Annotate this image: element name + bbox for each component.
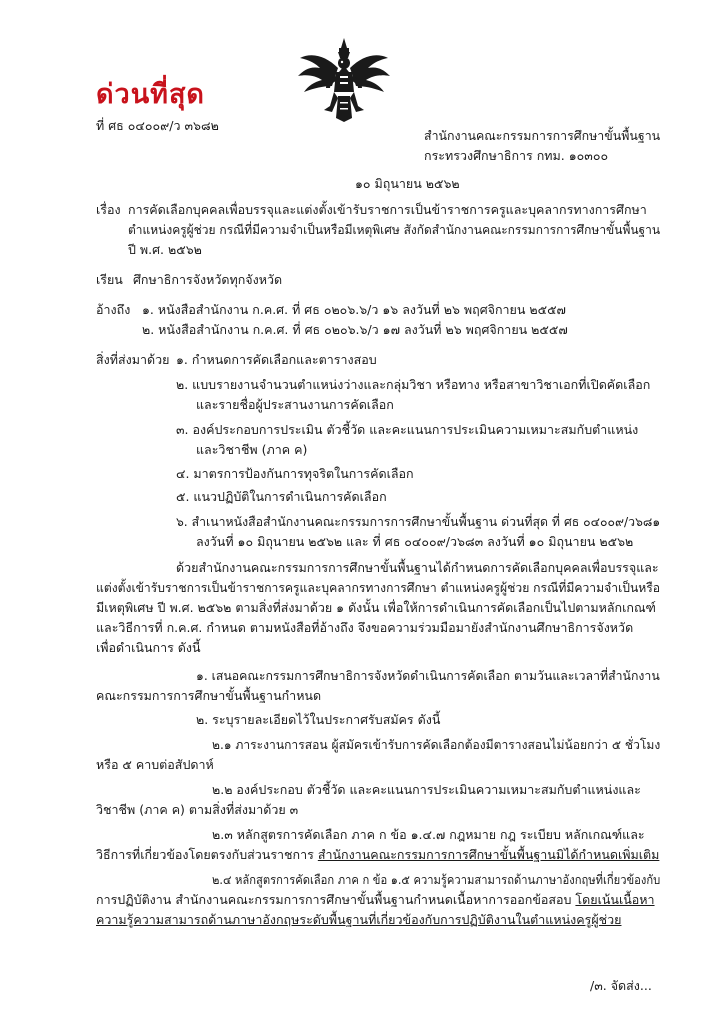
body-line: ๒.๔ หลักสูตรการคัดเลือก ภาค ก ข้อ ๑.๕ ความรู้ความสามารถด้านภาษาอังกฤษที่เกี่ยวข้องกับ	[212, 872, 661, 887]
subject-line: การคัดเลือกบุคคลเพื่อบรรจุและแต่งตั้งเข้ารับราชการเป็นข้าราชการครูและบุคลากรทางการศึกษา	[128, 202, 647, 217]
document-date: ๑๐ มิถุนายน ๒๕๖๒	[355, 176, 460, 191]
underlined-text: ความรู้ความสามารถด้านภาษาอังกฤษระดับพื้นฐานที่เกี่ยวข้องกับการปฏิบัติงานในตำแหน่งครูผู้ช่วย	[96, 912, 622, 927]
body-line: คณะกรรมการการศึกษาขั้นพื้นฐานกำหนด	[96, 688, 322, 703]
body-line: ๒.๑ ภาระงานการสอน ผู้สมัครเข้ารับการคัดเลือกต้องมีตารางสอนไม่น้อยกว่า ๕ ชั่วโมง	[212, 737, 661, 752]
body-text: วิธีการที่เกี่ยวข้องโดยตรงกับส่วนราชการ	[96, 847, 318, 862]
to-label: เรียน	[96, 272, 123, 287]
enclosure-item: ๖. สำเนาหนังสือสำนักงานคณะกรรมการการศึกษาขั้นพื้นฐาน ด่วนที่สุด ที่ ศธ ๐๔๐๐๙/ว๖๘๑	[176, 514, 661, 529]
body-line: ๒.๒ องค์ประกอบ ตัวชี้วัด และคะแนนการประเมินความเหมาะสมกับตำแหน่งและ	[212, 782, 641, 797]
office-name: สำนักงานคณะกรรมการการศึกษาขั้นพื้นฐาน	[424, 128, 661, 143]
enclosure-item: และรายชื่อผู้ประสานงานการคัดเลือก	[196, 397, 394, 412]
body-text: การปฏิบัติงาน สำนักงานคณะกรรมการการศึกษาขั้นพื้นฐานกำหนดเนื้อหาการออกข้อสอบ	[96, 892, 576, 907]
body-line: หรือ ๕ คาบต่อสัปดาห์	[96, 757, 214, 772]
enclosure-item: ๑. กำหนดการคัดเลือกและตารางสอบ	[176, 352, 377, 367]
body-line: ๒. ระบุรายละเอียดไว้ในประกาศรับสมัคร ดังนี้	[196, 712, 441, 727]
enclosure-item: ๕. แนวปฏิบัติในการดำเนินการคัดเลือก	[176, 489, 387, 504]
enclosure-item: ลงวันที่ ๑๐ มิถุนายน ๒๕๖๒ และ ที่ ศธ ๐๔๐๐๙/ว๖๘๓ ลงวันที่ ๑๐ มิถุนายน ๒๕๖๒	[196, 534, 634, 549]
document-number: ที่ ศธ ๐๔๐๐๙/ว ๓๖๘๒	[96, 118, 219, 133]
urgent-stamp: ด่วนที่สุด	[96, 79, 205, 110]
enclosure-item: ๔. มาตรการป้องกันการทุจริตในการคัดเลือก	[176, 466, 414, 481]
body-line	[96, 892, 655, 908]
body-line: และวิธีการที่ ก.ค.ศ. กำหนด ตามหนังสือที่อ้างถึง จึงขอความร่วมมือมายังสำนักงานศึกษาธิการจังหวัด	[96, 620, 634, 635]
body-line: แต่งตั้งเข้ารับราชการเป็นข้าราชการครูและบุคลากรทางการศึกษา ตำแหน่งครูผู้ช่วย กรณีที่มีความจำเป็นหรือ	[96, 580, 661, 595]
body-line: ๒.๓ หลักสูตรการคัดเลือก ภาค ก ข้อ ๑.๔.๗ กฎหมาย กฎ ระเบียบ หลักเกณฑ์และ	[212, 827, 645, 842]
enclosure-label: สิ่งที่ส่งมาด้วย	[96, 352, 170, 367]
body-line: เพื่อดำเนินการ ดังนี้	[96, 640, 201, 655]
reference-item: ๒. หนังสือสำนักงาน ก.ค.ศ. ที่ ศธ ๐๒๐๖.๖/ว ๑๗ ลงวันที่ ๒๖ พฤศจิกายน ๒๕๕๗	[142, 322, 568, 337]
reference-item: ๑. หนังสือสำนักงาน ก.ค.ศ. ที่ ศธ ๐๒๐๖.๖/ว ๑๖ ลงวันที่ ๒๖ พฤศจิกายน ๒๕๕๗	[142, 302, 566, 317]
recipient: ศึกษาธิการจังหวัดทุกจังหวัด	[133, 272, 283, 287]
enclosure-item: ๓. องค์ประกอบการประเมิน ตัวชี้วัด และคะแนนการประเมินความเหมาะสมกับตำแหน่ง	[176, 422, 639, 437]
garuda-emblem-icon	[296, 36, 392, 124]
body-line	[96, 847, 659, 863]
underlined-text: โดยเน้นเนื้อหา	[575, 892, 655, 907]
body-line: มีเหตุพิเศษ ปี พ.ศ. ๒๕๖๒ ตามสิ่งที่ส่งมาด้วย ๑ ดังนั้น เพื่อให้การดำเนินการคัดเลือกเป็นไปตามหลักเกณฑ์	[96, 600, 656, 615]
subject-line: ตำแหน่งครูผู้ช่วย กรณีที่มีความจำเป็นหรือมีเหตุพิเศษ สังกัดสำนักงานคณะกรรมการการศึกษาขั้นพื้นฐาน	[128, 222, 661, 237]
enclosure-item: และวิชาชีพ (ภาค ค)	[196, 442, 308, 457]
office-address: กระทรวงศึกษาธิการ กทม. ๑๐๓๐๐	[424, 148, 609, 163]
subject-line: ปี พ.ศ. ๒๕๖๒	[128, 242, 202, 257]
subject-label: เรื่อง	[96, 202, 121, 217]
enclosure-item: ๒. แบบรายงานจำนวนตำแหน่งว่างและกลุ่มวิชา หรือทาง หรือสาขาวิชาเอกที่เปิดคัดเลือก	[176, 377, 651, 392]
reference-label: อ้างถึง	[96, 302, 131, 317]
body-line: วิชาชีพ (ภาค ค) ตามสิ่งที่ส่งมาด้วย ๓	[96, 802, 299, 817]
body-line: ๑. เสนอคณะกรรมการศึกษาธิการจังหวัดดำเนินการคัดเลือก ตามวันและเวลาที่สำนักงาน	[196, 668, 660, 683]
underlined-text: สำนักงานคณะกรรมการการศึกษาขั้นพื้นฐานมิได้กำหนดเพิ่มเติม	[317, 847, 660, 862]
continuation-marker: /๓. จัดส่ง...	[590, 978, 652, 993]
body-line: ด้วยสำนักงานคณะกรรมการการศึกษาขั้นพื้นฐานได้กำหนดการคัดเลือกบุคคลเพื่อบรรจุและ	[176, 560, 659, 575]
